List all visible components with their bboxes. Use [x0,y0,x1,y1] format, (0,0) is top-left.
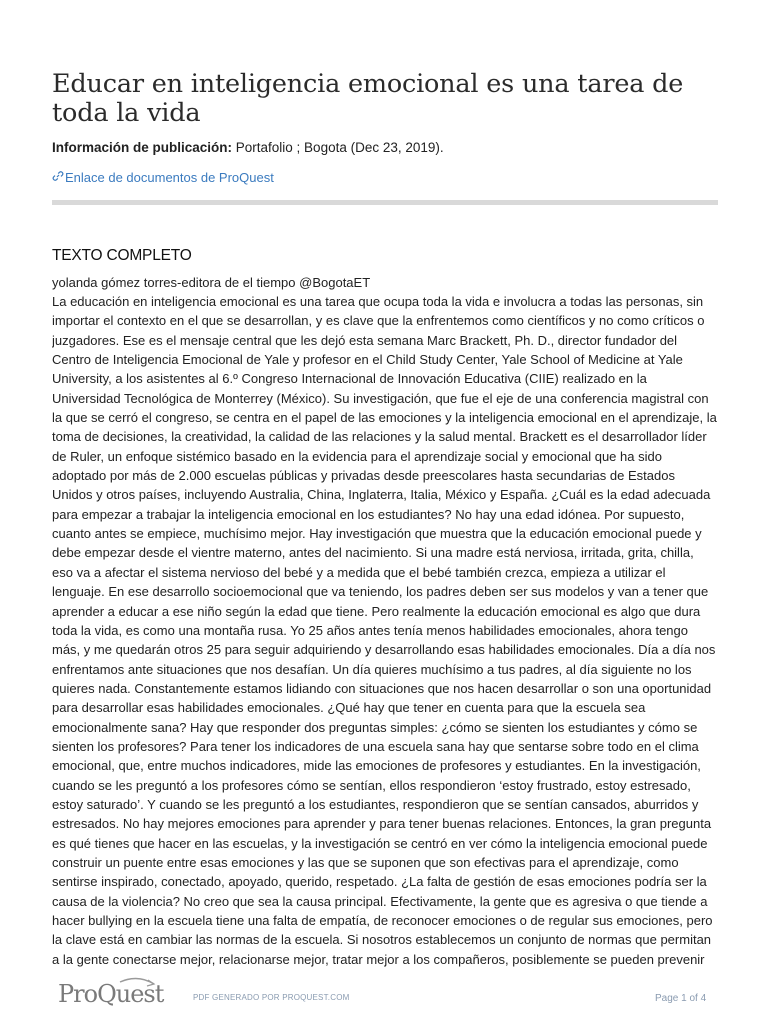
proquest-logo-text: ProQuest [58,980,164,1008]
page-number: Page 1 of 4 [655,993,707,1004]
publication-info [52,140,444,155]
byline: yolanda gómez torres-editora de el tiempo @BogotaET [52,275,371,290]
publication-value: Portafolio ; Bogota (Dec 23, 2019). [232,140,444,155]
article-body: La educación en inteligencia emocional es una tarea que ocupa toda la vida e involucra a todas las personas, sin importar el contexto en el que se desarrollan, y es clave que la enfrentemos como científicos y no como críticos o juzgadores. Ese es el mensaje central que les dejó esta semana Marc Brackett, Ph. D., director fundador del Centro de Inteligencia Emocional de Yale y profesor en el Child Study Center, Yale School of Medicine at Yale University, a los asistentes al 6.º Congreso Internacional de Innovación Educativa (CIIE) realizado en la Universidad Tecnológica de Monterrey (México). Su investigación, que fue el eje de una conferencia magistral con la que se cerró el congreso, se centra en el papel de las emociones y la inteligencia emocional en el aprendizaje, la toma de decisiones, la creatividad, la calidad de las relaciones y la salud mental. Brackett es el desarrollador líder de Ruler, un enfoque sistémico basado en la evidencia para el aprendizaje social y emocional que ha sido adoptado por más de 2.000 escuelas públicas y privadas desde preescolares hasta secundarias de Estados Unidos y otros países, incluyendo Australia, China, Inglaterra, Italia, México y España. ¿Cuál es la edad adecuada para empezar a trabajar la inteligencia emocional en los estudiantes? No hay una edad idónea. Por supuesto, cuanto antes se empiece, muchísimo mejor. Hay investigación que muestra que la educación emocional puede y debe empezar desde el vientre materno, antes del nacimiento. Si una madre está nerviosa, irritada, grita, chilla, eso va a afectar el sistema nervioso del bebé y a medida que el bebé también crezca, empieza a utilizar el lenguaje. En ese desarrollo socioemocional que va teniendo, los padres deben ser sus modelos y van a tener que aprender a educar a ese niño según la edad que tiene. Pero realmente la educación emocional es algo que dura toda la vida, es como una montaña rusa. Yo 25 años antes tenía menos habilidades emocionales, ahora tengo más, y me quedarán otros 25 para seguir adquiriendo y desarrollando esas habilidades emocionales. Día a día nos enfrentamos ante situaciones que nos desafían. Un día quieres muchísimo a tus padres, al día siguiente no los quieres nada. Constantemente estamos lidiando con situaciones que nos hacen desarrollar o son una oportunidad para desarrollar esas habilidades emocionales. ¿Qué hay que tener en cuenta para que la escuela sea emocionalmente sana? Hay que responder dos preguntas simples: ¿cómo se sienten los estudiantes y cómo se sienten los profesores? Para tener los indicadores de una escuela sana hay que sentarse sobre todo en el clima emocional, que, entre muchos indicadores, mide las emociones de profesores y estudiantes. En la investigación, cuando se les preguntó a los profesores cómo se sentían, ellos respondieron ‘estoy frustrado, estoy estresado, estoy saturado’. Y cuando se les preguntó a los estudiantes, respondieron que se sentían cansados, aburridos y estresados. No hay mejores emociones para aprender y para tener buenas relaciones. Entonces, la gran pregunta es qué tienes que hacer en las escuelas, y la investigación se centró en ver cómo la inteligencia emocional puede construir un puente entre esas emociones y las que se suponen que son efectivas para el aprendizaje, como sentirse inspirado, conectado, apoyado, querido, respetado. ¿La falta de gestión de esas emociones podría ser la causa de la violencia? No creo que sea la causa principal. Efectivamente, la gente que es agresiva o que tiende a hacer bullying en la escuela tiene una falta de empatía, de reconocer emociones o de regular sus emociones, pero la clave está en cambiar las normas de la escuela. Si nosotros establecemos un conjunto de normas que permitan a la gente conectarse mejor, relacionarse mejor, tratar mejor a los compañeros, posiblemente se pueden prevenir [52,294,717,967]
document-title: Educar en inteligencia emocional es una tarea de toda la vida [52,69,684,128]
footer-generated-note: PDF GENERADO POR PROQUEST.COM [193,993,350,1002]
proquest-document-link[interactable] [52,170,274,185]
publication-label: Información de publicación: [52,140,233,155]
link-label: Enlace de documentos de ProQuest [65,170,274,185]
link-icon [52,170,65,185]
section-heading: TEXTO COMPLETO [52,247,192,264]
divider [52,200,718,205]
